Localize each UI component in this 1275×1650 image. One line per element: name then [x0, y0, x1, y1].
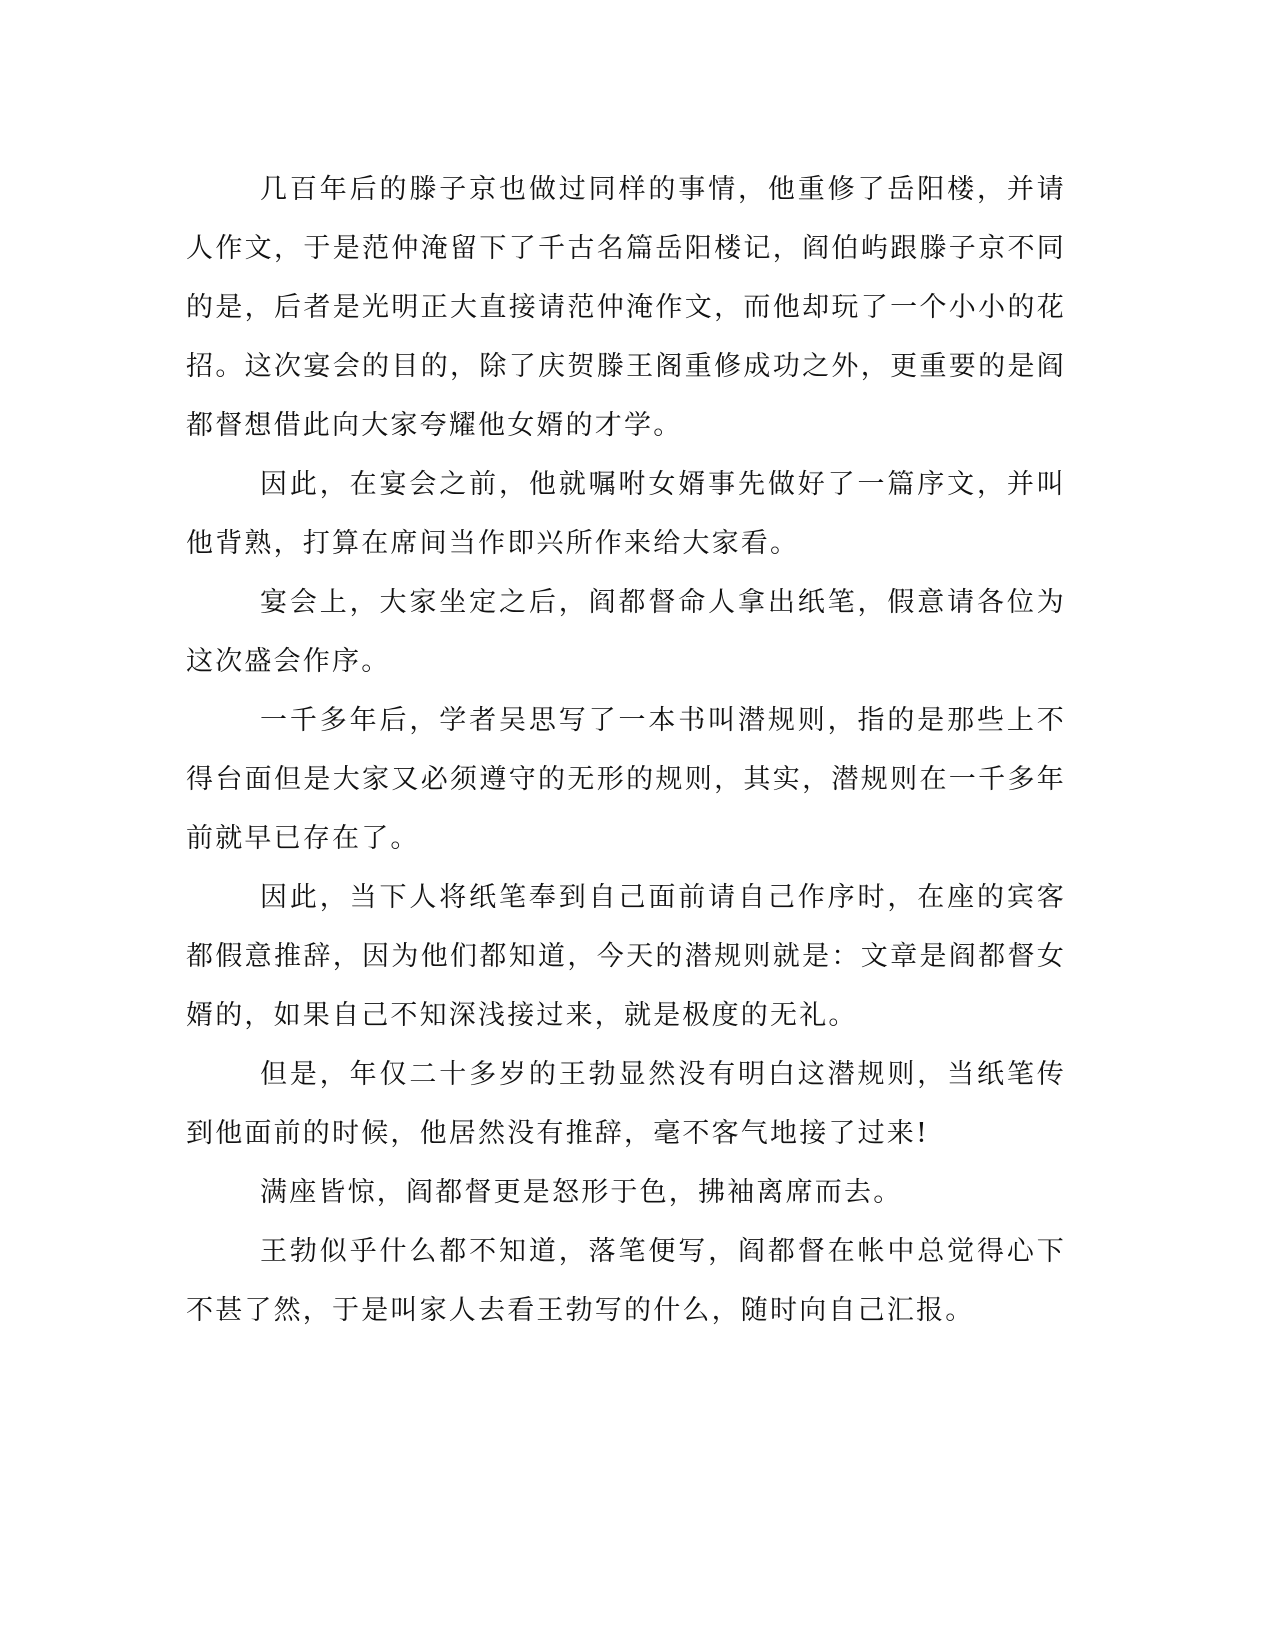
paragraph-1: 几百年后的滕子京也做过同样的事情，他重修了岳阳楼，并请人作文，于是范仲淹留下了千古名篇岳阳楼记，阎伯屿跟滕子京不同的是，后者是光明正大直接请范仲淹作文，而他却玩了一个小小的花招。这次宴会的目的，除了庆贺滕王阁重修成功之外，更重要的是阎都督想借此向大家夸耀他女婿的才学。 — [186, 174, 1066, 441]
paragraph-5: 因此，当下人将纸笔奉到自己面前请自己作序时，在座的宾客都假意推辞，因为他们都知道，今天的潜规则就是：文章是阎都督女婿的，如果自己不知深浅接过来，就是极度的无礼。 — [186, 882, 1066, 1031]
paragraph-3: 宴会上，大家坐定之后，阎都督命人拿出纸笔，假意请各位为这次盛会作序。 — [186, 587, 1066, 677]
document-body — [186, 160, 1066, 1340]
paragraph-7: 满座皆惊，阎都督更是怒形于色，拂袖离席而去。 — [260, 1177, 903, 1208]
paragraph-8: 王勃似乎什么都不知道，落笔便写，阎都督在帐中总觉得心下不甚了然，于是叫家人去看王勃写的什么，随时向自己汇报。 — [186, 1236, 1066, 1326]
paragraph-6: 但是，年仅二十多岁的王勃显然没有明白这潜规则，当纸笔传到他面前的时候，他居然没有推辞，毫不客气地接了过来! — [186, 1059, 1066, 1149]
paragraph-4: 一千多年后，学者吴思写了一本书叫潜规则，指的是那些上不得台面但是大家又必须遵守的无形的规则，其实，潜规则在一千多年前就早已存在了。 — [186, 705, 1066, 854]
paragraph-2: 因此，在宴会之前，他就嘱咐女婿事先做好了一篇序文，并叫他背熟，打算在席间当作即兴所作来给大家看。 — [186, 469, 1066, 559]
